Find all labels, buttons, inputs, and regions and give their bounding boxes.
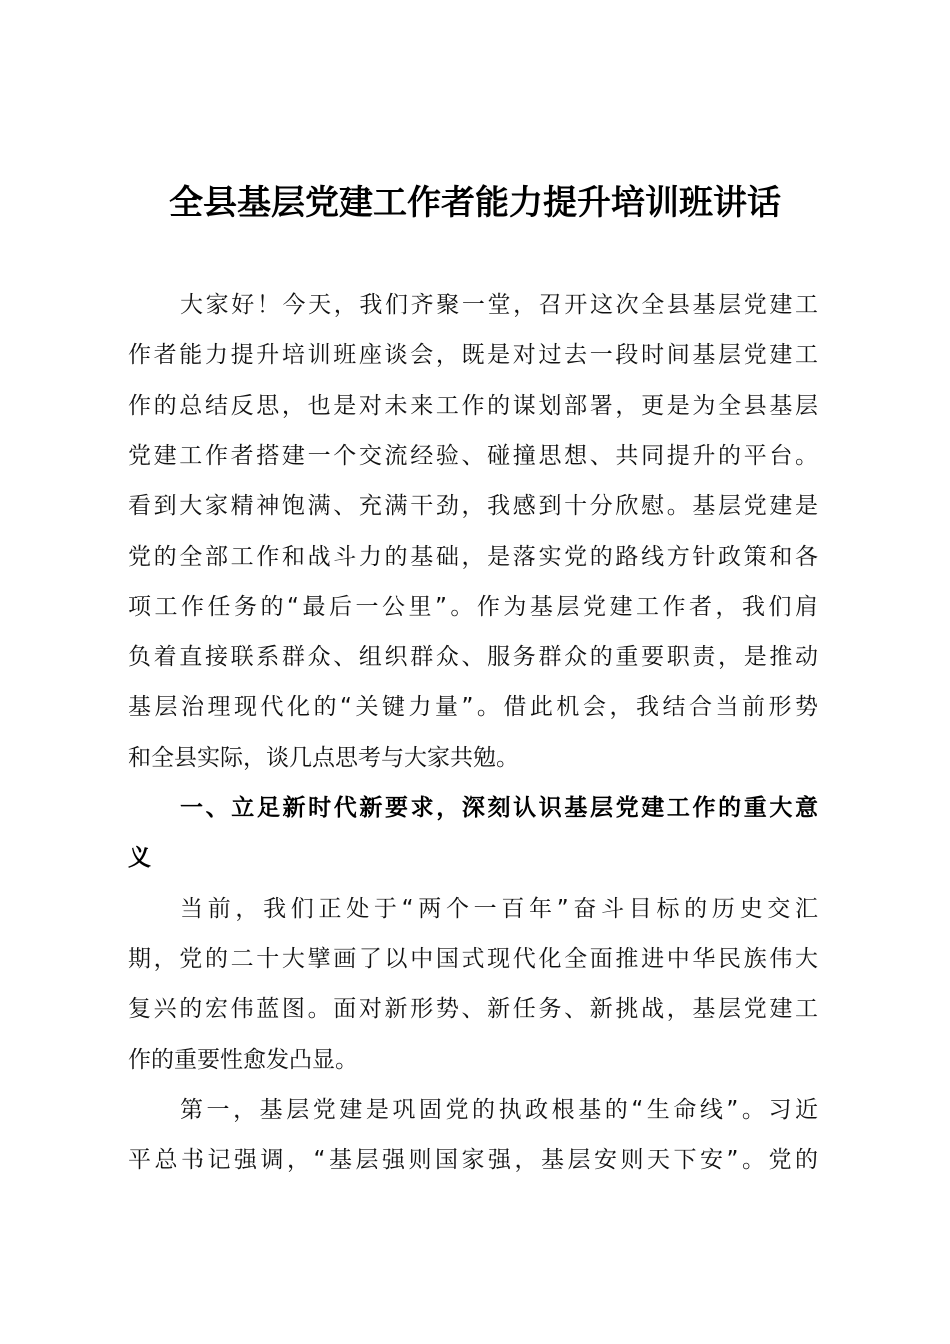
paragraph-line: 期，党的二十大擘画了以中国式现代化全面推进中华民族伟大 bbox=[128, 945, 818, 972]
paragraph-line: 第一，基层党建是巩固党的执政根基的“生命线”。习近 bbox=[180, 1096, 818, 1123]
paragraph-line: 作的总结反思，也是对未来工作的谋划部署，更是为全县基层 bbox=[128, 392, 818, 419]
paragraph-line: 负着直接联系群众、组织群众、服务群众的重要职责，是推动 bbox=[128, 644, 818, 671]
paragraph-line: 大家好！今天，我们齐聚一堂，召开这次全县基层党建工 bbox=[180, 292, 818, 318]
paragraph-line: 复兴的宏伟蓝图。面对新形势、新任务、新挑战，基层党建工 bbox=[128, 996, 818, 1023]
paragraph-line: 平总书记强调，“基层强则国家强，基层安则天下安”。党的 bbox=[128, 1147, 818, 1174]
section-heading-line: 一、立足新时代新要求，深刻认识基层党建工作的重大意 bbox=[180, 795, 818, 821]
paragraph-line: 基层治理现代化的“关键力量”。借此机会，我结合当前形势 bbox=[128, 694, 818, 721]
paragraph-line: 当前，我们正处于“两个一百年”奋斗目标的历史交汇 bbox=[180, 895, 818, 922]
paragraph-line: 作的重要性愈发凸显。 bbox=[128, 1046, 358, 1073]
paragraph-line: 和全县实际，谈几点思考与大家共勉。 bbox=[128, 744, 519, 771]
paragraph-line: 看到大家精神饱满、充满干劲，我感到十分欣慰。基层党建是 bbox=[128, 493, 818, 520]
section-heading-line: 义 bbox=[128, 845, 151, 872]
paragraph-line: 党的全部工作和战斗力的基础，是落实党的路线方针政策和各 bbox=[128, 543, 818, 570]
paragraph-line: 党建工作者搭建一个交流经验、碰撞思想、共同提升的平台。 bbox=[128, 442, 818, 469]
paragraph-line: 项工作任务的“最后一公里”。作为基层党建工作者，我们肩 bbox=[128, 593, 818, 620]
paragraph-line: 作者能力提升培训班座谈会，既是对过去一段时间基层党建工 bbox=[128, 342, 818, 369]
document-title: 全县基层党建工作者能力提升培训班讲话 bbox=[169, 183, 781, 223]
